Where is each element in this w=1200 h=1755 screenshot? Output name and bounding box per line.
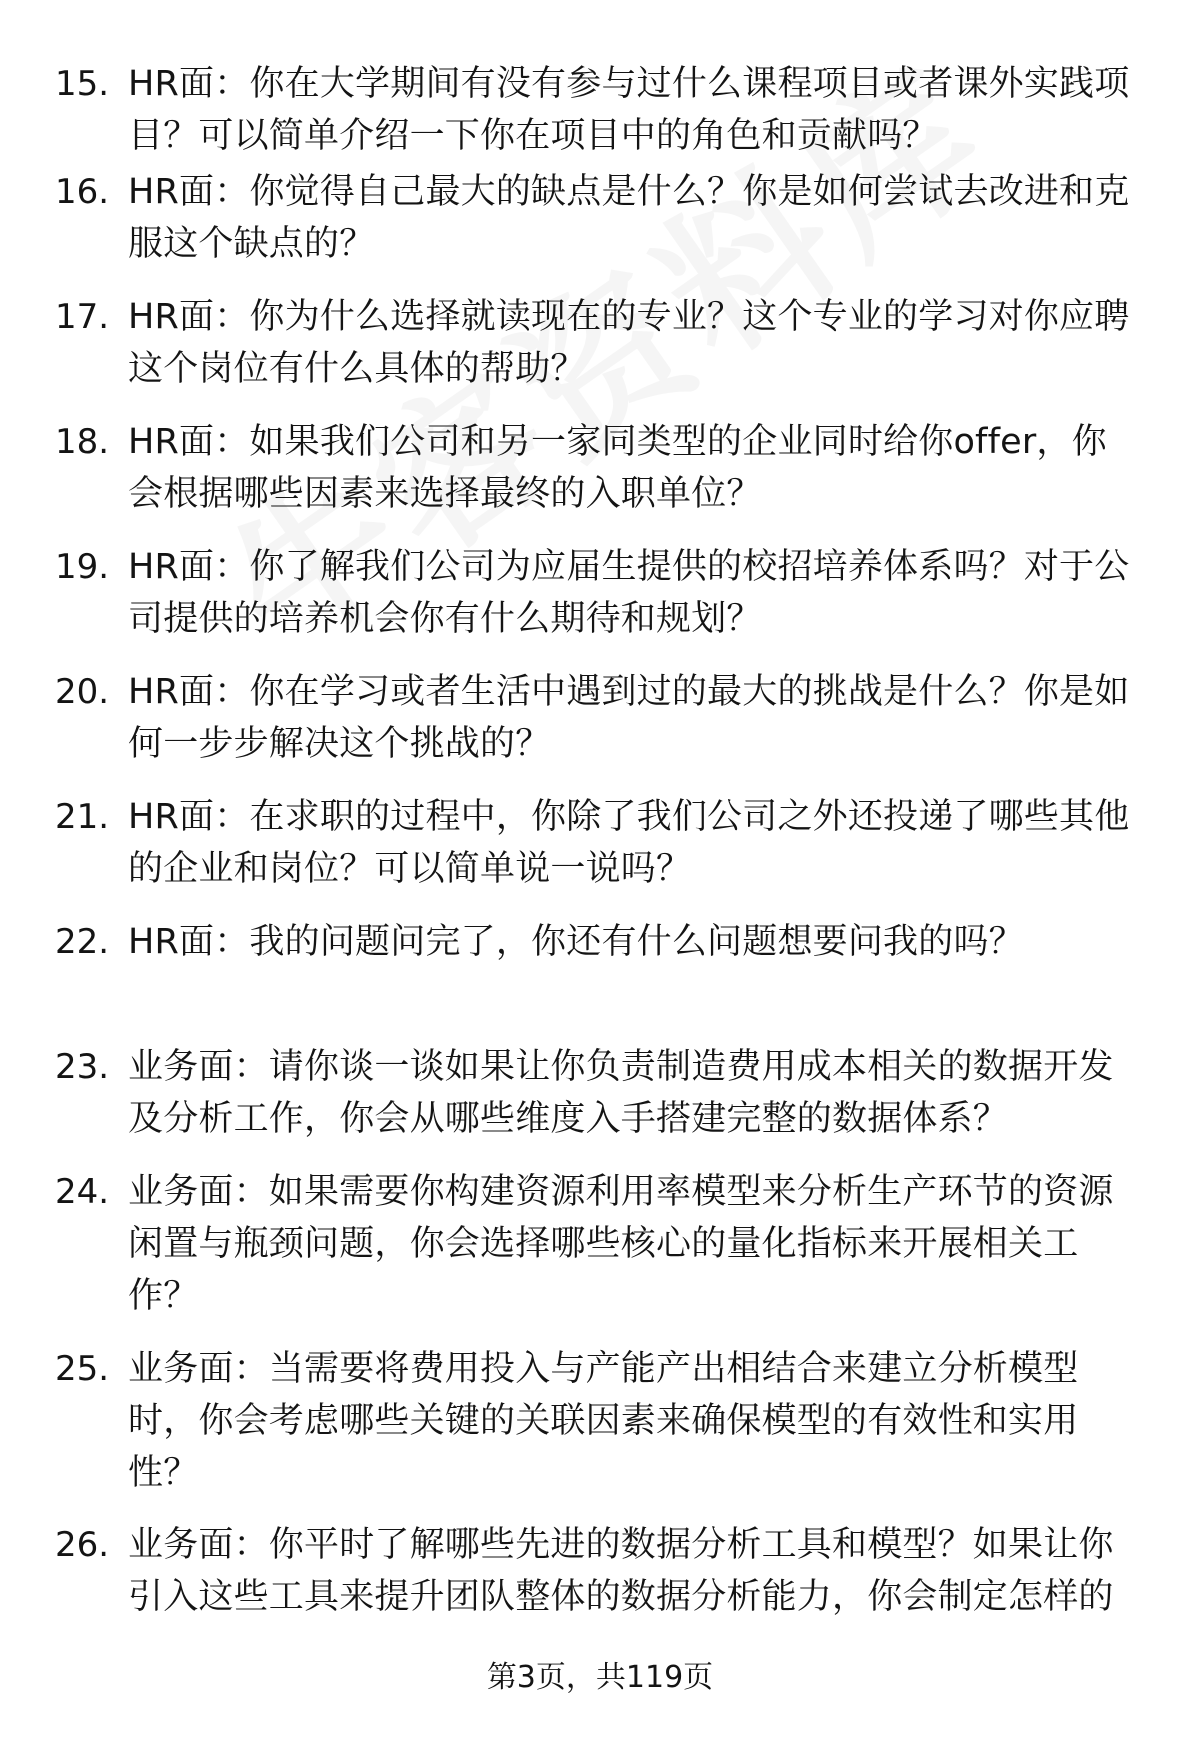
list-item (55, 291, 1155, 395)
item-text: HR面：你觉得自己最大的缺点是什么？你是如何尝试去改进和克服这个缺点的？ (128, 172, 1130, 264)
item-text: HR面：你为什么选择就读现在的专业？这个专业的学习对你应聘这个岗位有什么具体的帮助？ (128, 297, 1130, 389)
item-number: 22. (55, 922, 110, 962)
item-text: 业务面：你平时了解哪些先进的数据分析工具和模型？如果让你引入这些工具来提升团队整体的数据分析能力，你会制定怎样的 (128, 1525, 1114, 1617)
item-number: 16. (55, 172, 110, 212)
item-number: 18. (55, 422, 110, 462)
list-item (55, 1166, 1155, 1322)
list-item (55, 916, 1155, 968)
item-number: 20. (55, 672, 110, 712)
item-text: HR面：我的问题问完了，你还有什么问题想要问我的吗？ (128, 922, 1024, 962)
list-item (55, 58, 1155, 162)
item-text: HR面：你了解我们公司为应届生提供的校招培养体系吗？对于公司提供的培养机会你有什么期待和规划？ (128, 547, 1130, 639)
item-text: HR面：你在学习或者生活中遇到过的最大的挑战是什么？你是如何一步步解决这个挑战的？ (128, 672, 1130, 764)
item-number: 26. (55, 1525, 110, 1565)
list-item (55, 541, 1155, 645)
item-text: 业务面：当需要将费用投入与产能产出相结合来建立分析模型时，你会考虑哪些关键的关联因素来确保模型的有效性和实用性？ (128, 1349, 1079, 1493)
item-number: 15. (55, 64, 110, 104)
list-item (55, 1041, 1155, 1145)
item-text: HR面：在求职的过程中，你除了我们公司之外还投递了哪些其他的企业和岗位？可以简单说一说吗？ (128, 797, 1130, 889)
item-text: 业务面：请你谈一谈如果让你负责制造费用成本相关的数据开发及分析工作，你会从哪些维度入手搭建完整的数据体系？ (128, 1047, 1114, 1139)
page-number-footer: 第3页，共119页 (486, 1660, 714, 1695)
item-number: 21. (55, 797, 110, 837)
item-number: 19. (55, 547, 110, 587)
item-number: 17. (55, 297, 110, 337)
item-text: 业务面：如果需要你构建资源利用率模型来分析生产环节的资源闲置与瓶颈问题，你会选择哪些核心的量化指标来开展相关工作？ (128, 1172, 1114, 1316)
item-number: 23. (55, 1047, 110, 1087)
item-number: 24. (55, 1172, 110, 1212)
list-item (55, 1519, 1155, 1623)
item-text: HR面：你在大学期间有没有参与过什么课程项目或者课外实践项目？可以简单介绍一下你在项目中的角色和贡献吗？ (128, 64, 1130, 156)
list-item (55, 1343, 1155, 1499)
list-item (55, 666, 1155, 770)
list-item (55, 791, 1155, 895)
list-item (55, 416, 1155, 520)
item-text: HR面：如果我们公司和另一家同类型的企业同时给你offer，你会根据哪些因素来选择最终的入职单位？ (128, 422, 1107, 514)
item-number: 25. (55, 1349, 110, 1389)
list-item (55, 166, 1155, 270)
